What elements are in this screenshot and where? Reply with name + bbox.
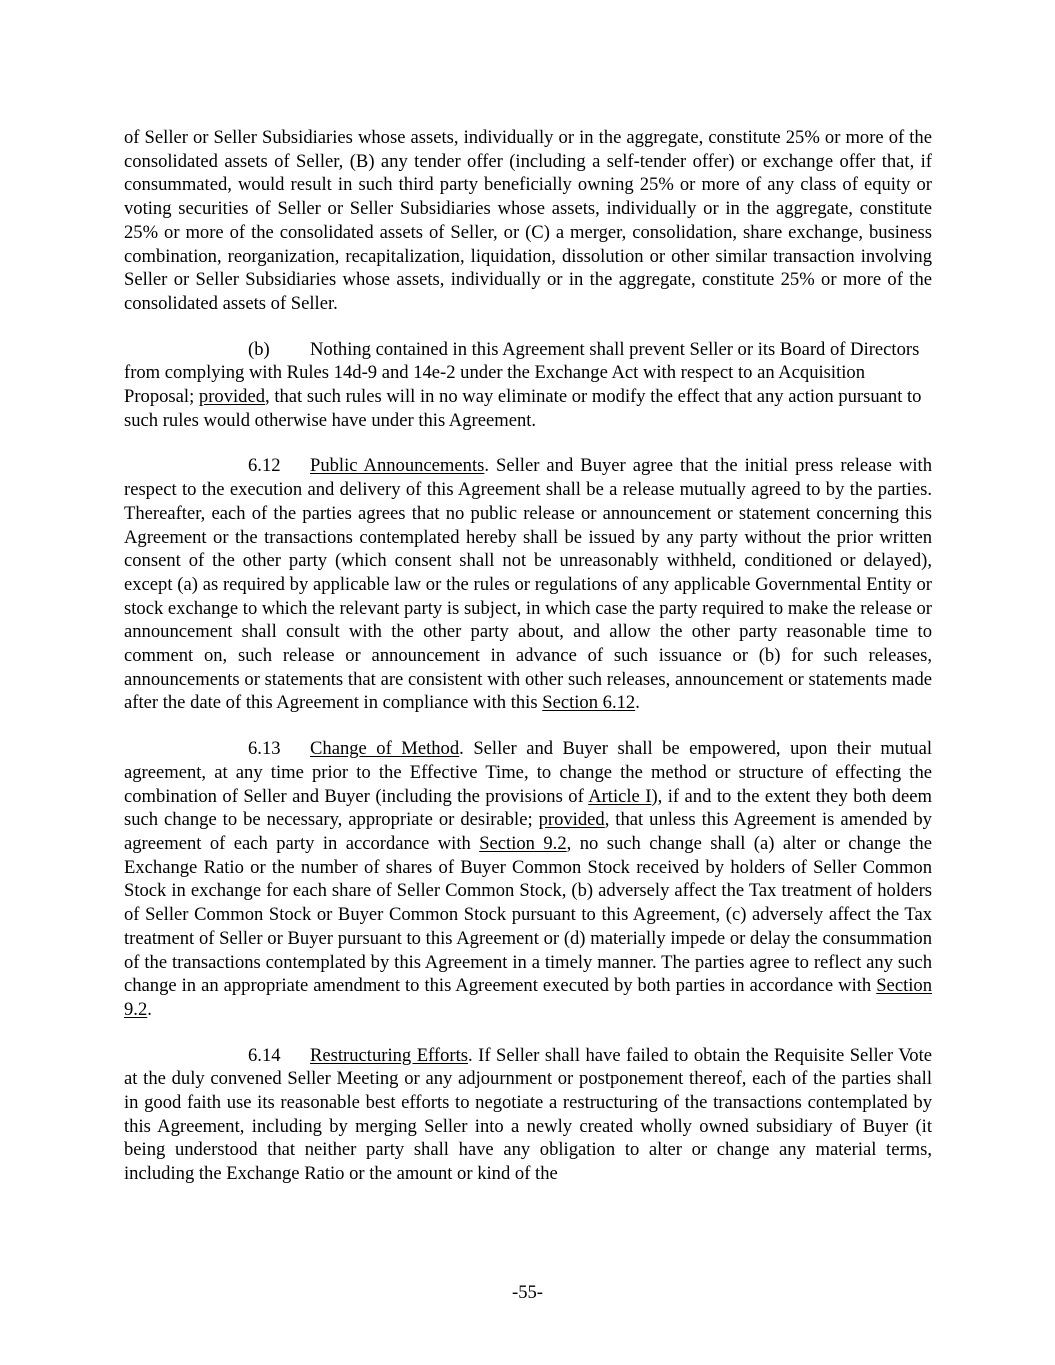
section-6-12-cross-reference: Section 6.12 (542, 692, 636, 714)
section-6-14 (124, 1044, 932, 1186)
section-6-13-text-1: . Seller and Buyer shall be empowered, upon their mutual agreement, at any time prior to the Effective Time, to change the method or structure of effecting the combination of Seller and Buyer (including the provisions of (124, 738, 932, 807)
provided-term: provided (538, 809, 605, 831)
section-6-13-text-3: , that unless this Agreement is amended by agreement of each party in accordance with (124, 809, 932, 854)
section-6-12 (124, 454, 932, 715)
paragraph-b-text-2: , that such rules will in no way eliminate or modify the effect that any action pursuant to such rules would otherwise have under this Agreement. (124, 386, 922, 431)
section-6-13-number: 6.13 (248, 738, 281, 760)
document-page (124, 126, 932, 1208)
section-6-13-heading: Change of Method (310, 738, 460, 760)
section-9-2-reference: Section 9.2 (479, 832, 567, 854)
section-9-2-reference: Section 9.2 (124, 975, 932, 1020)
section-6-12-heading: Public Announcements (310, 455, 485, 477)
section-6-14-number: 6.14 (248, 1044, 281, 1066)
section-6-14-heading: Restructuring Efforts (310, 1044, 468, 1066)
page-number: -55- (512, 1282, 543, 1303)
paragraph-continuation (124, 126, 932, 316)
section-6-12-number: 6.12 (248, 455, 281, 477)
section-6-12-text-2: . (635, 692, 640, 714)
section-6-12-text-1: . Seller and Buyer agree that the initial press release with respect to the execution and delivery of this Agreement shall be a release mutually agreed to by the parties. Thereafter, each of the parties agrees that no public release or announcement or statement concerning this Agreement or the transactions contemplated hereby shall be issued by any party without the prior written consent of the other party (which consent shall not be unreasonably withheld, conditioned or delayed), except (a) as required by applicable law or the rules or regulations of any applicable Governmental Entity or stock exchange to which the relevant party is subject, in which case the party required to make the release or announcement shall consult with the other party about, and allow the other party reasonable time to comment on, such release or announcement in advance of such issuance or (b) for such releases, announcements or statements that are consistent with other such releases, announcement or statements made after the date of this Agreement in compliance with this (124, 455, 932, 714)
section-6-13-text-5: . (147, 998, 152, 1020)
article-i-reference: Article I (588, 785, 652, 807)
section-6-14-text-1: . If Seller shall have failed to obtain the Requisite Seller Vote at the duly convened Seller Meeting or any adjournment or postponement thereof, each of the parties shall in good faith use its reasonable best efforts to negotiate a restructuring of the transactions contemplated by this Agreement, including by merging Seller into a newly created wholly owned subsidiary of Buyer (it being understood that neither party shall have any obligation to alter or change any material terms, including the Exchange Ratio or the amount or kind of the (124, 1044, 932, 1185)
section-6-13-text-2: ), if and to the extent they both deem such change to be necessary, appropriate or desirable; (124, 785, 932, 831)
provided-term: provided (198, 386, 266, 408)
paragraph-b-label: (b) (248, 338, 270, 360)
section-6-13-text-4: , no such change shall (a) alter or change the Exchange Ratio or the number of shares of Buyer Common Stock received by holders of Seller Common Stock in exchange for each share of Seller Common Stock, (b) adversely affect the Tax treatment of holders of Seller Common Stock or Buyer Common Stock pursuant to this Agreement, (c) adversely affect the Tax treatment of Seller or Buyer pursuant to this Agreement or (d) materially impede or delay the consummation of the transactions contemplated by this Agreement in a timely manner. The parties agree to reflect any such change in an appropriate amendment to this Agreement executed by both parties in accordance with (124, 832, 932, 997)
paragraph-b-text-1: Nothing contained in this Agreement shall prevent Seller or its Board of Directors from complying with Rules 14d-9 and 14e-2 under the Exchange Act with respect to an Acquisition Proposal; (124, 338, 920, 408)
section-6-13 (124, 737, 932, 1021)
continuation-text: of Seller or Seller Subsidiaries whose assets, individually or in the aggregate, constitute 25% or more of the consolidated assets of Seller, (B) any tender offer (including a self-tender offer) or exchange offer that, if consummated, would result in such third party beneficially owning 25% or more of any class of equity or voting securities of Seller or Seller Subsidiaries whose assets, individually or in the aggregate, constitute 25% or more of the consolidated assets of Seller, or (C) a merger, consolidation, share exchange, business combination, reorganization, recapitalization, liquidation, dissolution or other similar transaction involving Seller or Seller Subsidiaries whose assets, individually or in the aggregate, constitute 25% or more of the consolidated assets of Seller. (124, 127, 932, 314)
paragraph-b (124, 338, 932, 433)
